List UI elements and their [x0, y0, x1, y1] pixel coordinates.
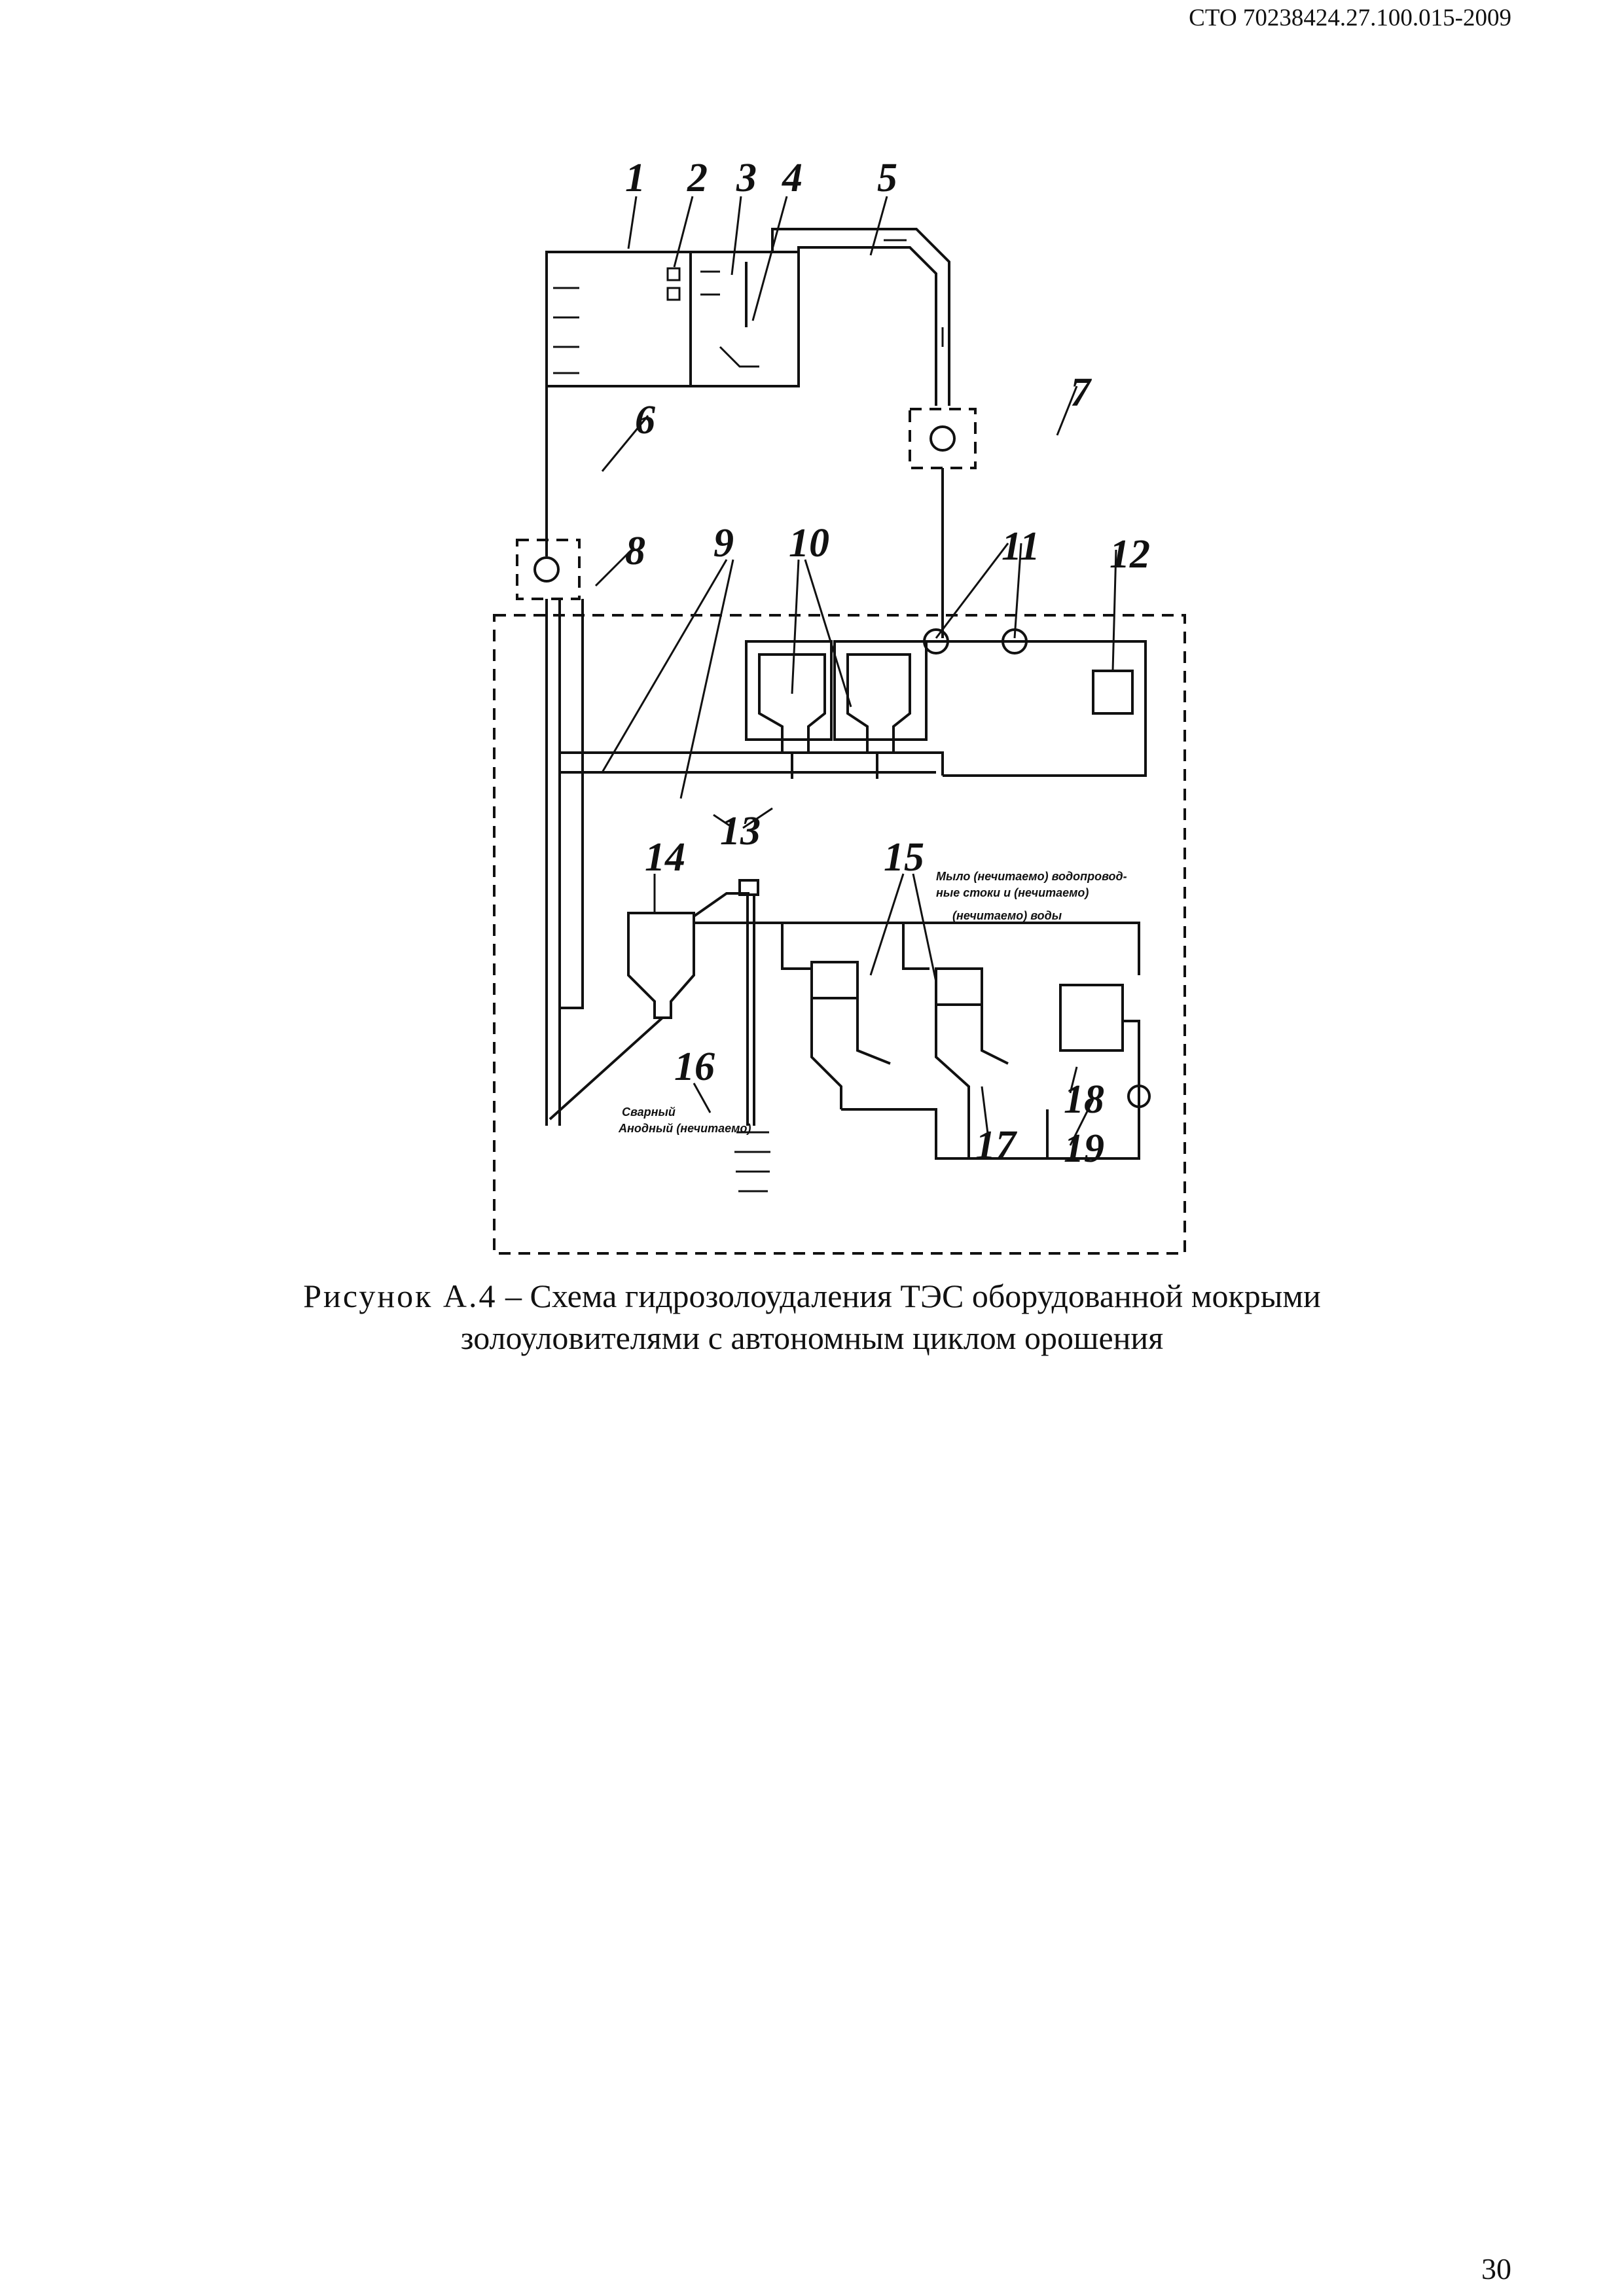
sump-16-hatching: [734, 1132, 770, 1191]
label-15: 15: [884, 835, 924, 880]
pressure-line: [871, 641, 1146, 776]
page-number: 30: [1481, 2252, 1511, 2286]
nozzle-2b: [668, 288, 679, 300]
nozzle-2a: [668, 268, 679, 280]
hopper-10b: [848, 655, 910, 753]
figure-caption: [131, 1275, 1493, 1359]
label-17: 17: [975, 1123, 1016, 1168]
nozzles: [553, 288, 579, 373]
label-7: 7: [1070, 370, 1091, 415]
caption-title-1: – Схема гидрозолоудаления ТЭС оборудованной мокрыми: [497, 1278, 1321, 1314]
caption-line-2: золоуловителями с автономным циклом орошения: [460, 1319, 1164, 1356]
unit-12: [1093, 671, 1132, 713]
header-lines: [560, 753, 943, 776]
label-9: 9: [713, 521, 734, 565]
label-5: 5: [877, 156, 897, 200]
tank-14: [628, 913, 694, 1018]
header-drops: [792, 753, 877, 779]
label-14: 14: [645, 835, 685, 880]
label-16: 16: [674, 1045, 715, 1089]
pump-8-box: [517, 540, 579, 599]
collector-15b-body: [936, 1005, 1008, 1109]
slurry-line: [550, 1018, 662, 1119]
hydro-ash-removal-scheme: [484, 151, 1227, 1263]
label-18: 18: [1064, 1077, 1104, 1122]
label-8: 8: [625, 529, 645, 573]
label-19: 19: [1064, 1126, 1104, 1171]
collector-15a-head: [812, 962, 857, 998]
collector-15b-head: [936, 969, 982, 1005]
drain-lines: [841, 1109, 1047, 1158]
tank-18: [1060, 985, 1123, 1050]
document-code: СТО 70238424.27.100.015-2009: [1189, 5, 1511, 31]
pump-7-box: [910, 409, 975, 468]
collector-15a-body: [812, 998, 890, 1109]
note-top-right-2: ные стоки и (нечитаемо): [936, 886, 1089, 899]
boiler-block: [547, 252, 799, 386]
note-bottom-left-2: Анодный (нечитаемо): [619, 1122, 751, 1135]
scheme-drawing: [484, 151, 1227, 1263]
tank-14-link: [694, 893, 749, 916]
note-top-right-3: (нечитаемо) воды: [952, 909, 1062, 922]
label-3: 3: [736, 156, 757, 200]
label-10: 10: [789, 521, 829, 565]
label-4: 4: [782, 156, 803, 200]
label-2: 2: [687, 156, 708, 200]
flow-arrows: [700, 272, 759, 367]
hopper-10a: [759, 655, 825, 753]
caption-prefix: Рисунок А.4: [303, 1278, 497, 1314]
caption-line-1: [131, 1275, 1493, 1317]
leader-lines: [596, 196, 1116, 1145]
label-1: 1: [625, 156, 645, 200]
label-12: 12: [1110, 532, 1150, 577]
note-bottom-left-1: Сварный: [622, 1105, 676, 1119]
gas-duct-inner: [799, 247, 936, 406]
gas-arrows: [884, 240, 943, 347]
label-13: 13: [720, 809, 761, 853]
note-top-right-1: Мыло (нечитаемо) водопровод-: [936, 870, 1127, 883]
pump-7: [931, 427, 954, 450]
pipe-16: [748, 895, 754, 1126]
pump-8: [535, 558, 558, 581]
left-pipes: [547, 599, 583, 1126]
label-6: 6: [635, 398, 655, 442]
label-11: 11: [1001, 524, 1040, 569]
